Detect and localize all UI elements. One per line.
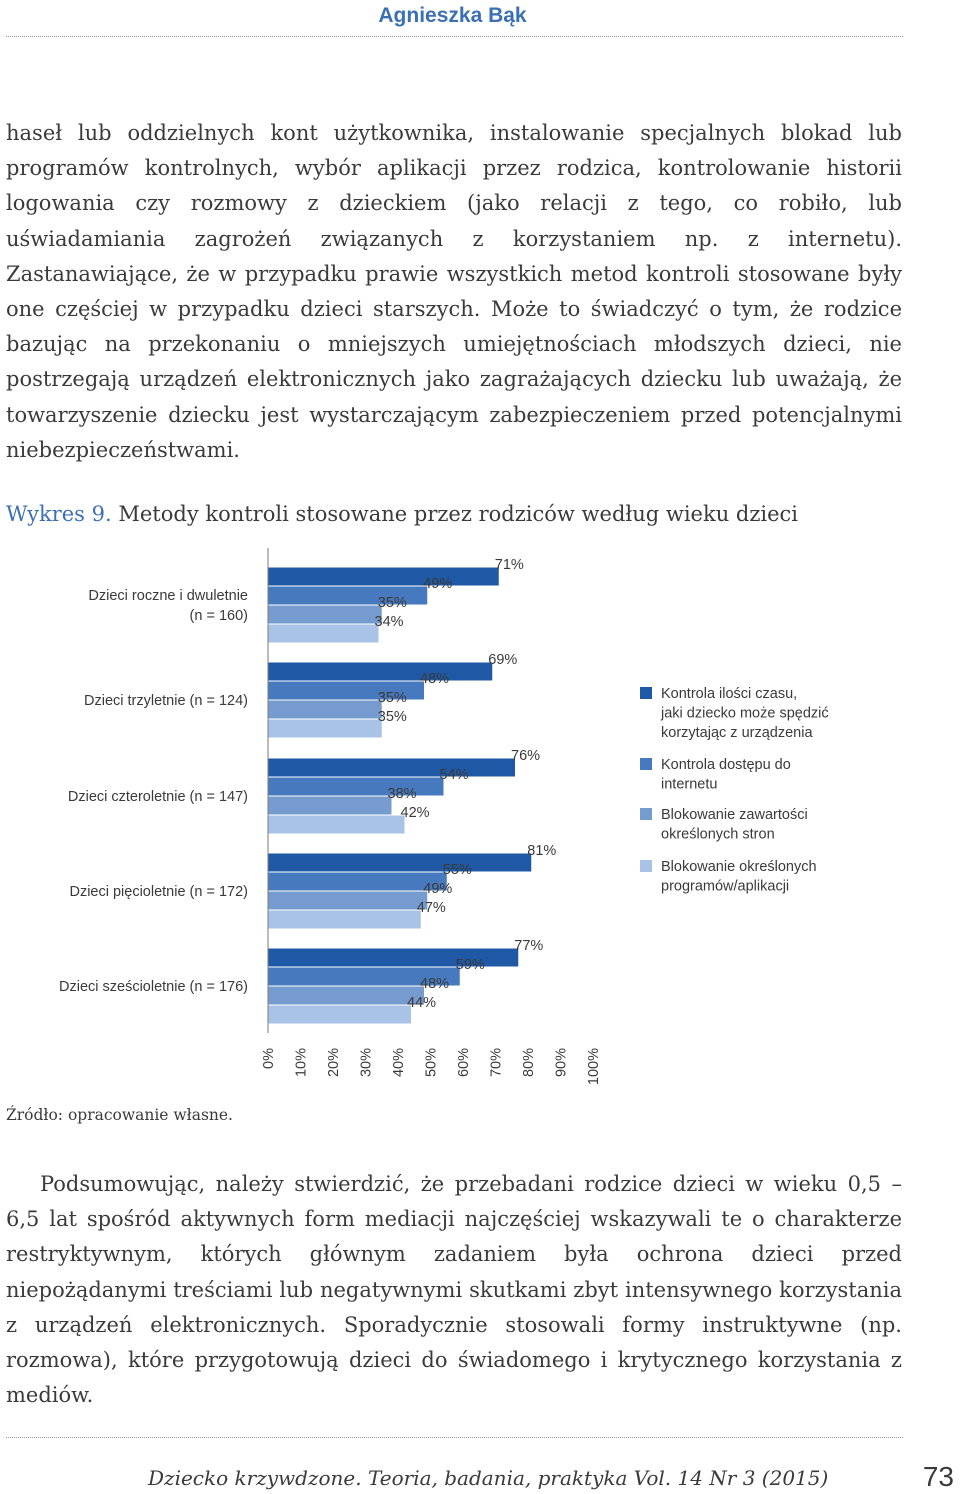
legend-label: korzytając z urządzenia: [661, 725, 813, 741]
legend-swatch: [640, 687, 652, 699]
x-tick-label: 0%: [261, 1048, 277, 1069]
x-tick-label: 20%: [326, 1048, 342, 1078]
running-header-author: Agnieszka Bąk: [378, 4, 527, 27]
footer-journal-title: Dziecko krzywdzone. Teoria, badania, praktyka Vol. 14 Nr 3 (2015): [148, 1466, 829, 1490]
legend-label: Kontrola ilości czasu,: [661, 686, 798, 702]
category-label: Dzieci roczne i dwuletnie: [88, 588, 248, 604]
data-label: 47%: [416, 900, 446, 916]
x-tick-label: 30%: [358, 1048, 375, 1078]
data-label: 35%: [377, 690, 407, 706]
footer-divider: [6, 1437, 903, 1438]
x-tick-label: 10%: [293, 1048, 310, 1078]
x-tick-label: 80%: [521, 1048, 537, 1078]
data-label: 49%: [423, 881, 453, 897]
figure-source: Źródło: opracowanie własne.: [6, 1106, 233, 1124]
data-label: 54%: [439, 767, 469, 783]
legend-swatch: [640, 808, 652, 820]
data-label: 81%: [527, 843, 557, 859]
legend-label: określonych stron: [661, 826, 775, 843]
data-label: 55%: [442, 862, 472, 878]
category-label: (n = 160): [189, 608, 248, 624]
header-divider: [6, 36, 903, 37]
data-label: 69%: [488, 652, 518, 668]
bar: [268, 568, 499, 586]
bar: [268, 797, 392, 815]
bar: [268, 701, 382, 719]
data-label: 35%: [377, 709, 407, 725]
x-tick-label: 50%: [423, 1048, 440, 1078]
bar: [268, 606, 382, 624]
data-label: 34%: [374, 614, 404, 630]
legend-label: programów/aplikacji: [661, 878, 790, 895]
bar-chart: [0, 540, 960, 1100]
bar: [268, 816, 405, 834]
data-label: 71%: [494, 557, 524, 573]
figure-label: Wykres 9.: [6, 502, 112, 526]
legend-label: Kontrola dostępu do: [661, 757, 791, 773]
x-tick-label: 70%: [488, 1048, 505, 1078]
data-label: 59%: [455, 957, 485, 973]
data-label: 44%: [407, 995, 437, 1011]
legend-label: jaki dziecko może spędzić: [661, 705, 829, 722]
legend-label: Blokowanie określonych: [661, 859, 817, 875]
bar: [268, 987, 424, 1005]
page-number: 73: [922, 1461, 954, 1492]
data-label: 48%: [420, 976, 450, 992]
legend-label: internetu: [661, 776, 718, 793]
category-label: Dzieci czteroletnie (n = 147): [67, 789, 248, 805]
data-label: 42%: [400, 805, 430, 821]
category-label: Dzieci sześcioletnie (n = 176): [59, 979, 248, 995]
figure-title: Metody kontroli stosowane przez rodziców według wieku dzieci: [118, 502, 799, 526]
category-label: Dzieci pięcioletnie (n = 172): [69, 884, 248, 900]
figure-caption: [6, 502, 798, 526]
data-label: 48%: [420, 671, 450, 687]
bar: [268, 1006, 411, 1024]
data-label: 38%: [387, 786, 417, 802]
data-label: 76%: [511, 748, 541, 764]
bar: [268, 759, 515, 777]
bar: [268, 625, 379, 643]
bar: [268, 720, 382, 738]
bar: [268, 854, 531, 872]
bar: [268, 873, 447, 891]
data-label: 77%: [514, 938, 544, 954]
body-paragraph-2: [6, 1167, 902, 1413]
body-paragraph-1: haseł lub oddzielnych kont użytkownika, instalowanie specjalnych blokad lub programów kontrolnych, wybór aplikacji przez rodzica, kontrolowanie historii logowania czy rozmowy z dzieckiem (jako relacji z tego, co robiło, lub uświadamiania zagrożeń związanych z korzystaniem np. z internetu). Zastanawiające, że w przypadku prawie wszystkich metod kontroli stosowane były one częściej w przypadku dzieci starszych. Może to świadczyć o tym, że rodzice bazując na przekonaniu o mniejszych umiejętnościach młodszych dzieci, nie postrzegają urządzeń elektronicznych jako zagrażających dziecku lub uważają, że towarzyszenie dziecku jest wystarczającym zabezpieczeniem przed potencjalnymi niebezpieczeństwami.: [6, 121, 902, 462]
legend-swatch: [640, 758, 652, 770]
body-paragraph-2-text: Podsumowując, należy stwierdzić, że przebadani rodzice dzieci w wieku 0,5 – 6,5 lat spośród aktywnych form mediacji najczęściej wskazywali te o charakterze restryktywnym, których głównym zadaniem była ochrona dzieci przed niepożądanymi treściami lub negatywnymi skutkami zbyt intensywnego korzystania z urządzeń elektronicznych. Sporadycznie stosowali formy instruktywne (np. rozmowa), które przygotowują dzieci do świadomego i krytycznego korzystania z mediów.: [6, 1172, 902, 1408]
x-tick-label: 60%: [456, 1048, 472, 1078]
legend-swatch: [640, 860, 652, 872]
bar: [268, 892, 427, 910]
bar: [268, 663, 492, 681]
data-label: 35%: [377, 595, 407, 611]
category-label: Dzieci trzyletnie (n = 124): [84, 693, 248, 709]
data-label: 49%: [423, 576, 453, 592]
bar: [268, 911, 421, 929]
x-tick-label: 90%: [553, 1048, 570, 1078]
x-tick-label: 40%: [391, 1048, 407, 1078]
legend-label: Blokowanie zawartości: [661, 807, 808, 823]
x-tick-label: 100%: [586, 1048, 602, 1086]
bar: [268, 778, 444, 796]
